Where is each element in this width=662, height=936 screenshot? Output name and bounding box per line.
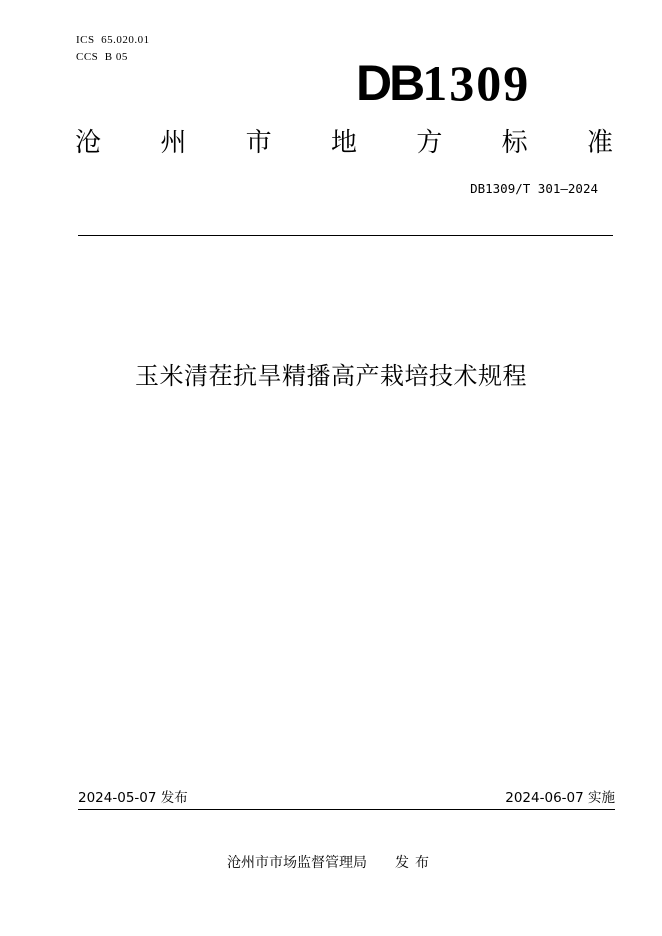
standard-type-char: 地 [330, 128, 357, 158]
logo-code: 1309 [422, 55, 531, 111]
issuing-organization: 沧州市市场监督管理局 [227, 855, 367, 871]
top-divider [78, 235, 613, 236]
ccs-code: CCS B 05 [76, 51, 128, 63]
ics-code: ICS 65.020.01 [76, 34, 150, 46]
bottom-divider [78, 809, 615, 810]
issuer-line [0, 852, 662, 874]
standard-type-char: 标 [501, 128, 528, 158]
standard-number: DB1309/T 301—2024 [470, 181, 598, 196]
standard-type-char: 州 [160, 128, 187, 158]
standard-type-char: 准 [586, 128, 613, 158]
standard-type-heading [75, 125, 613, 161]
standard-type-char: 方 [416, 128, 443, 158]
publish-date: 2024-05-07 发布 [78, 790, 188, 806]
date-row [78, 788, 615, 808]
issue-action: 发布 [395, 855, 435, 871]
standard-type-char: 市 [245, 128, 272, 158]
classification-codes [76, 32, 150, 66]
db-logo [356, 54, 530, 112]
logo-prefix: DB [356, 55, 423, 111]
document-title: 玉米清茬抗旱精播高产栽培技术规程 [135, 362, 527, 390]
standard-type-char: 沧 [75, 128, 102, 158]
effective-date: 2024-06-07 实施 [505, 790, 615, 806]
